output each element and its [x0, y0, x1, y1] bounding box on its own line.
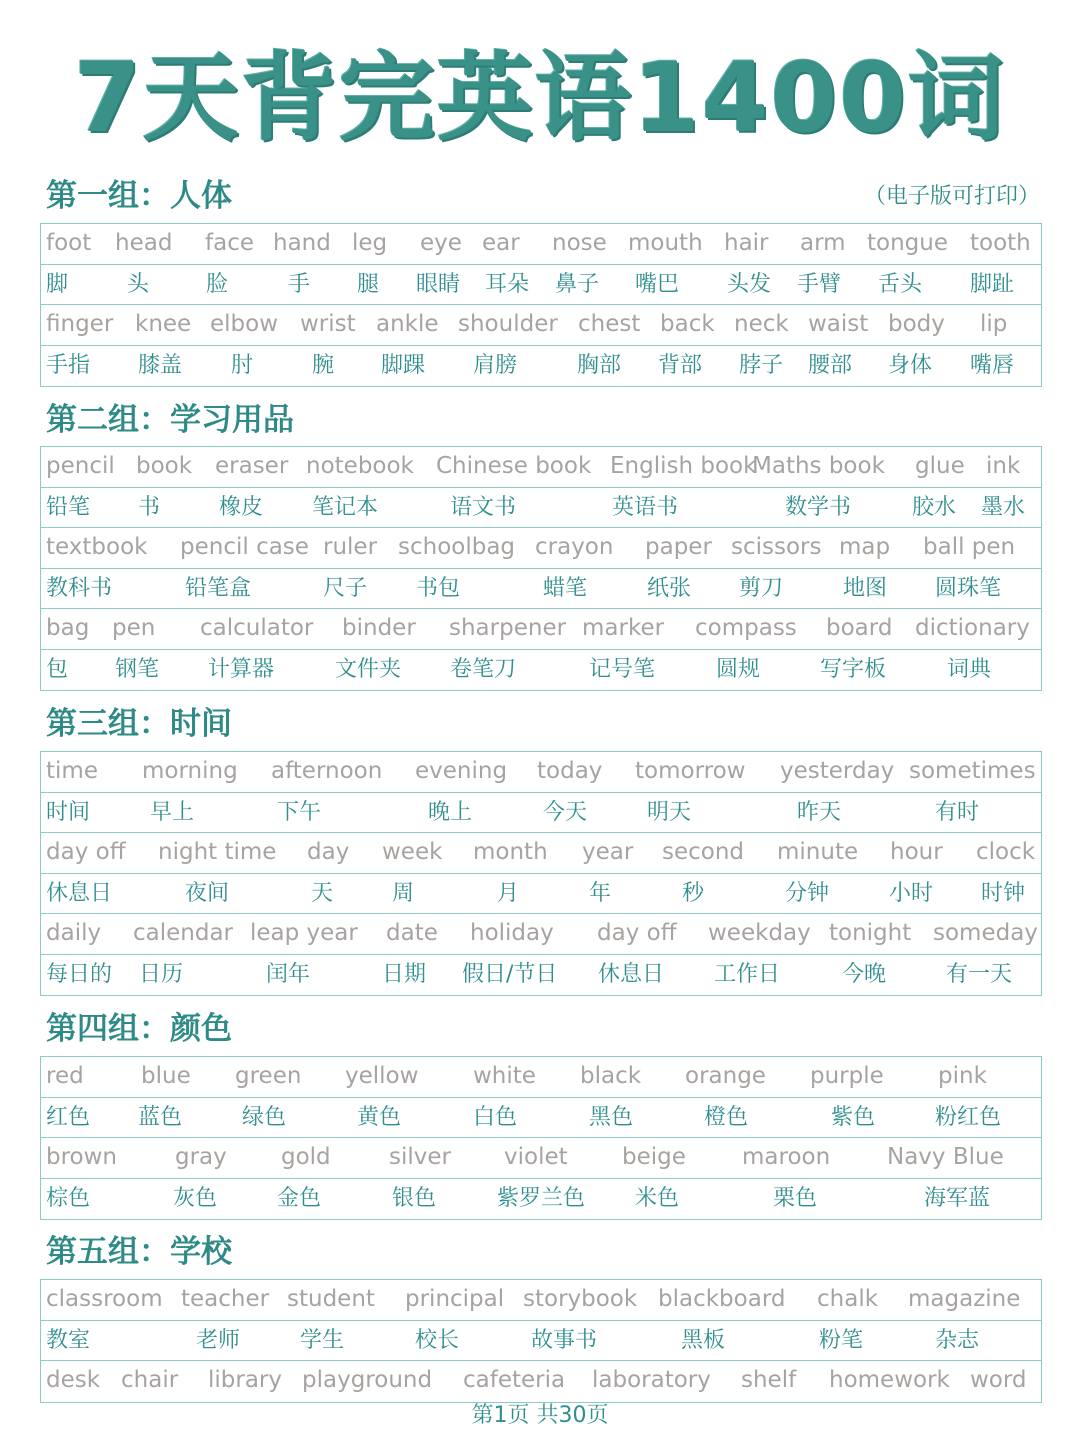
- english-word: board: [826, 615, 893, 641]
- chinese-meaning: 铅笔盒: [185, 575, 252, 601]
- english-word: textbook: [46, 534, 148, 560]
- english-word: holiday: [470, 920, 554, 946]
- chinese-meaning: 嘴巴: [635, 271, 680, 297]
- vocabulary-table: [40, 1279, 1042, 1403]
- english-word: compass: [695, 615, 797, 641]
- english-word: laboratory: [592, 1367, 711, 1393]
- chinese-meaning-row: [41, 793, 1041, 834]
- english-word: bag: [46, 615, 90, 641]
- chinese-meaning: 头: [127, 271, 150, 297]
- chinese-meaning: 工作日: [714, 961, 781, 987]
- english-word: map: [839, 534, 891, 560]
- english-word: gold: [281, 1144, 331, 1170]
- english-word: hair: [724, 230, 769, 256]
- section-title: 第一组：人体: [46, 178, 232, 214]
- english-word: day: [307, 839, 350, 865]
- chinese-meaning: 地图: [843, 575, 888, 601]
- english-word: knee: [135, 311, 192, 337]
- english-word: arm: [800, 230, 846, 256]
- english-word: gray: [175, 1144, 227, 1170]
- chinese-meaning: 假日/节日: [462, 961, 558, 987]
- english-word: calendar: [133, 920, 234, 946]
- english-word: yesterday: [780, 758, 895, 784]
- chinese-meaning: 灰色: [173, 1185, 218, 1211]
- english-word: month: [473, 839, 548, 865]
- page-footer: 第1页 共30页: [471, 1403, 609, 1428]
- english-word: chalk: [817, 1286, 879, 1312]
- chinese-meaning: 胶水: [912, 494, 957, 520]
- chinese-meaning: 肩膀: [473, 352, 518, 378]
- english-word: classroom: [46, 1286, 163, 1312]
- chinese-meaning: 眼睛: [416, 271, 461, 297]
- chinese-meaning: 下午: [277, 799, 322, 825]
- english-word-row: [41, 305, 1041, 346]
- english-word: shoulder: [458, 311, 558, 337]
- english-word: English book: [610, 453, 757, 479]
- chinese-meaning: 杂志: [935, 1327, 980, 1353]
- english-word-row: [41, 1138, 1041, 1179]
- chinese-meaning: 闰年: [266, 961, 311, 987]
- english-word: book: [136, 453, 193, 479]
- chinese-meaning: 书: [138, 494, 161, 520]
- chinese-meaning: 有一天: [946, 961, 1013, 987]
- english-word: violet: [504, 1144, 568, 1170]
- english-word: neck: [734, 311, 789, 337]
- english-word: blackboard: [658, 1286, 786, 1312]
- chinese-meaning: 红色: [46, 1104, 91, 1130]
- chinese-meaning: 脚踝: [381, 352, 426, 378]
- english-word: afternoon: [271, 758, 383, 784]
- english-word: pen: [112, 615, 156, 641]
- chinese-meaning: 舌头: [878, 271, 923, 297]
- chinese-meaning: 背部: [658, 352, 703, 378]
- chinese-meaning: 月: [497, 880, 520, 906]
- english-word: teacher: [181, 1286, 270, 1312]
- english-word: orange: [685, 1063, 766, 1089]
- chinese-meaning-row: [41, 346, 1041, 387]
- chinese-meaning: 鼻子: [555, 271, 600, 297]
- chinese-meaning: 脚: [46, 271, 69, 297]
- english-word: blue: [141, 1063, 191, 1089]
- english-word-row: [41, 1280, 1041, 1321]
- english-word-row: [41, 224, 1041, 265]
- chinese-meaning: 栗色: [773, 1185, 818, 1211]
- chinese-meaning-row: [41, 265, 1041, 306]
- chinese-meaning-row: [41, 1179, 1041, 1220]
- chinese-meaning: 蓝色: [138, 1104, 183, 1130]
- chinese-meaning: 笔记本: [312, 494, 379, 520]
- chinese-meaning: 分钟: [785, 880, 830, 906]
- chinese-meaning: 橙色: [704, 1104, 749, 1130]
- english-word: evening: [415, 758, 508, 784]
- english-word: green: [235, 1063, 302, 1089]
- chinese-meaning: 腰部: [808, 352, 853, 378]
- english-word: playground: [302, 1367, 433, 1393]
- english-word: marker: [582, 615, 665, 641]
- chinese-meaning: 米色: [635, 1185, 680, 1211]
- vocabulary-table: [40, 1056, 1042, 1220]
- chinese-meaning: 时间: [46, 799, 91, 825]
- chinese-meaning: 教室: [46, 1327, 91, 1353]
- english-word-row: [41, 1361, 1041, 1402]
- vocabulary-table: [40, 446, 1042, 691]
- chinese-meaning: 日历: [139, 961, 184, 987]
- chinese-meaning: 腿: [357, 271, 380, 297]
- chinese-meaning: 文件夹: [335, 656, 402, 682]
- chinese-meaning: 有时: [935, 799, 980, 825]
- english-word: maroon: [742, 1144, 831, 1170]
- english-word: sharpener: [449, 615, 567, 641]
- english-word: lip: [980, 311, 1008, 337]
- english-word: white: [473, 1063, 536, 1089]
- english-word: binder: [342, 615, 416, 641]
- chinese-meaning: 写字板: [820, 656, 887, 682]
- chinese-meaning-row: [41, 1321, 1041, 1362]
- english-word: yellow: [345, 1063, 419, 1089]
- chinese-meaning: 语文书: [450, 494, 517, 520]
- chinese-meaning: 休息日: [598, 961, 665, 987]
- chinese-meaning: 橡皮: [219, 494, 264, 520]
- chinese-meaning: 墨水: [981, 494, 1026, 520]
- chinese-meaning: 白色: [473, 1104, 518, 1130]
- english-word: today: [537, 758, 603, 784]
- chinese-meaning-row: [41, 1098, 1041, 1139]
- english-word: storybook: [523, 1286, 638, 1312]
- english-word: wrist: [300, 311, 356, 337]
- english-word: student: [287, 1286, 375, 1312]
- english-word: leg: [352, 230, 388, 256]
- english-word: daily: [46, 920, 102, 946]
- english-word: year: [582, 839, 634, 865]
- chinese-meaning: 学生: [300, 1327, 345, 1353]
- english-word-row: [41, 833, 1041, 874]
- english-word: nose: [552, 230, 607, 256]
- english-word: ankle: [376, 311, 439, 337]
- english-word: eraser: [215, 453, 289, 479]
- english-word: elbow: [210, 311, 279, 337]
- chinese-meaning: 纸张: [647, 575, 692, 601]
- section-title: 第五组：学校: [46, 1234, 232, 1270]
- chinese-meaning: 头发: [727, 271, 772, 297]
- chinese-meaning: 计算器: [208, 656, 275, 682]
- chinese-meaning: 紫色: [831, 1104, 876, 1130]
- section-title: 第四组：颜色: [46, 1011, 232, 1047]
- english-word-row: [41, 1057, 1041, 1098]
- chinese-meaning-row: [41, 569, 1041, 610]
- chinese-meaning: 粉红色: [935, 1104, 1002, 1130]
- english-word: shelf: [741, 1367, 797, 1393]
- english-word: pencil: [46, 453, 115, 479]
- english-word: morning: [142, 758, 238, 784]
- chinese-meaning: 周: [392, 880, 415, 906]
- chinese-meaning: 小时: [889, 880, 934, 906]
- chinese-meaning: 教科书: [46, 575, 113, 601]
- english-word: tooth: [970, 230, 1031, 256]
- chinese-meaning: 校长: [415, 1327, 460, 1353]
- chinese-meaning: 胸部: [577, 352, 622, 378]
- english-word-row: [41, 528, 1041, 569]
- english-word: day off: [597, 920, 677, 946]
- english-word: homework: [829, 1367, 950, 1393]
- chinese-meaning: 手指: [46, 352, 91, 378]
- english-word: beige: [622, 1144, 686, 1170]
- chinese-meaning: 圆珠笔: [935, 575, 1002, 601]
- print-note: （电子版可打印）: [863, 184, 1040, 209]
- english-word: pencil case: [180, 534, 309, 560]
- chinese-meaning-row: [41, 955, 1041, 996]
- english-word: desk: [46, 1367, 101, 1393]
- english-word: glue: [915, 453, 965, 479]
- english-word: tongue: [867, 230, 948, 256]
- page-title: 7天背完英语1400词: [74, 42, 1006, 154]
- english-word: sometimes: [909, 758, 1036, 784]
- chinese-meaning: 卷笔刀: [450, 656, 517, 682]
- chinese-meaning: 耳朵: [485, 271, 530, 297]
- chinese-meaning: 早上: [150, 799, 195, 825]
- english-word: library: [208, 1367, 282, 1393]
- chinese-meaning: 记号笔: [589, 656, 656, 682]
- chinese-meaning: 身体: [888, 352, 933, 378]
- chinese-meaning: 夜间: [185, 880, 230, 906]
- chinese-meaning: 黑板: [681, 1327, 726, 1353]
- chinese-meaning: 腕: [312, 352, 335, 378]
- chinese-meaning: 休息日: [46, 880, 113, 906]
- english-word: face: [205, 230, 254, 256]
- chinese-meaning-row: [41, 488, 1041, 529]
- chinese-meaning: 肘: [231, 352, 254, 378]
- english-word: paper: [645, 534, 712, 560]
- english-word: back: [660, 311, 715, 337]
- chinese-meaning: 手: [288, 271, 311, 297]
- chinese-meaning: 银色: [392, 1185, 437, 1211]
- english-word: word: [970, 1367, 1027, 1393]
- english-word: waist: [808, 311, 869, 337]
- english-word: finger: [46, 311, 114, 337]
- chinese-meaning-row: [41, 874, 1041, 915]
- english-word: calculator: [200, 615, 314, 641]
- chinese-meaning: 蜡笔: [543, 575, 588, 601]
- english-word-row: [41, 609, 1041, 650]
- english-word: clock: [976, 839, 1036, 865]
- chinese-meaning: 膝盖: [138, 352, 183, 378]
- english-word: leap year: [250, 920, 358, 946]
- chinese-meaning: 昨天: [797, 799, 842, 825]
- section-title: 第二组：学习用品: [46, 402, 294, 438]
- chinese-meaning: 金色: [277, 1185, 322, 1211]
- chinese-meaning: 晚上: [428, 799, 473, 825]
- chinese-meaning: 剪刀: [739, 575, 784, 601]
- english-word: tonight: [829, 920, 912, 946]
- english-word: crayon: [535, 534, 614, 560]
- vocabulary-table: [40, 223, 1042, 387]
- english-word: ink: [986, 453, 1021, 479]
- chinese-meaning: 秒: [682, 880, 705, 906]
- english-word: schoolbag: [398, 534, 516, 560]
- chinese-meaning: 脚趾: [970, 271, 1015, 297]
- english-word: someday: [933, 920, 1038, 946]
- english-word: mouth: [628, 230, 703, 256]
- chinese-meaning: 词典: [947, 656, 992, 682]
- english-word: scissors: [731, 534, 822, 560]
- chinese-meaning: 天: [311, 880, 334, 906]
- chinese-meaning: 绿色: [242, 1104, 287, 1130]
- english-word: second: [662, 839, 745, 865]
- english-word: foot: [46, 230, 92, 256]
- section-title: 第三组：时间: [46, 706, 232, 742]
- english-word: brown: [46, 1144, 118, 1170]
- chinese-meaning: 时钟: [981, 880, 1026, 906]
- chinese-meaning: 日期: [382, 961, 427, 987]
- chinese-meaning: 尺子: [323, 575, 368, 601]
- chinese-meaning: 手臂: [797, 271, 842, 297]
- english-word: minute: [777, 839, 859, 865]
- english-word: magazine: [908, 1286, 1021, 1312]
- chinese-meaning: 黑色: [589, 1104, 634, 1130]
- english-word: chair: [121, 1367, 179, 1393]
- english-word-row: [41, 914, 1041, 955]
- chinese-meaning: 书包: [416, 575, 461, 601]
- english-word: head: [115, 230, 173, 256]
- chinese-meaning: 海军蓝: [924, 1185, 991, 1211]
- chinese-meaning: 今晚: [842, 961, 887, 987]
- chinese-meaning: 脸: [206, 271, 229, 297]
- vocabulary-table: [40, 751, 1042, 996]
- chinese-meaning: 粉笔: [819, 1327, 864, 1353]
- english-word: Navy Blue: [887, 1144, 1004, 1170]
- chinese-meaning: 明天: [647, 799, 692, 825]
- english-word: weekday: [708, 920, 811, 946]
- english-word: red: [46, 1063, 84, 1089]
- chinese-meaning: 数学书: [785, 494, 852, 520]
- chinese-meaning: 故事书: [531, 1327, 598, 1353]
- english-word: dictionary: [915, 615, 1030, 641]
- english-word: hand: [273, 230, 331, 256]
- english-word: time: [46, 758, 98, 784]
- english-word: silver: [389, 1144, 451, 1170]
- english-word: tomorrow: [635, 758, 746, 784]
- english-word: ear: [482, 230, 520, 256]
- english-word: chest: [578, 311, 641, 337]
- english-word: Chinese book: [436, 453, 592, 479]
- chinese-meaning: 圆规: [716, 656, 761, 682]
- english-word: week: [382, 839, 443, 865]
- chinese-meaning: 今天: [543, 799, 588, 825]
- english-word: notebook: [306, 453, 414, 479]
- english-word: date: [386, 920, 438, 946]
- english-word: night time: [158, 839, 277, 865]
- english-word: eye: [420, 230, 462, 256]
- chinese-meaning: 黄色: [357, 1104, 402, 1130]
- chinese-meaning-row: [41, 650, 1041, 691]
- chinese-meaning: 铅笔: [46, 494, 91, 520]
- chinese-meaning: 嘴唇: [970, 352, 1015, 378]
- english-word: ruler: [323, 534, 378, 560]
- english-word: body: [888, 311, 945, 337]
- chinese-meaning: 钢笔: [115, 656, 160, 682]
- chinese-meaning: 包: [46, 656, 69, 682]
- chinese-meaning: 每日的: [46, 961, 113, 987]
- english-word: purple: [810, 1063, 884, 1089]
- chinese-meaning: 英语书: [612, 494, 679, 520]
- chinese-meaning: 棕色: [46, 1185, 91, 1211]
- english-word: day off: [46, 839, 126, 865]
- english-word: Maths book: [752, 453, 885, 479]
- english-word: pink: [938, 1063, 987, 1089]
- chinese-meaning: 紫罗兰色: [497, 1185, 586, 1211]
- chinese-meaning: 脖子: [739, 352, 784, 378]
- english-word: ball pen: [923, 534, 1016, 560]
- english-word-row: [41, 447, 1041, 488]
- chinese-meaning: 年: [589, 880, 612, 906]
- english-word: black: [580, 1063, 642, 1089]
- english-word: cafeteria: [463, 1367, 566, 1393]
- chinese-meaning: 老师: [196, 1327, 241, 1353]
- english-word-row: [41, 752, 1041, 793]
- english-word: hour: [890, 839, 943, 865]
- english-word: principal: [405, 1286, 505, 1312]
